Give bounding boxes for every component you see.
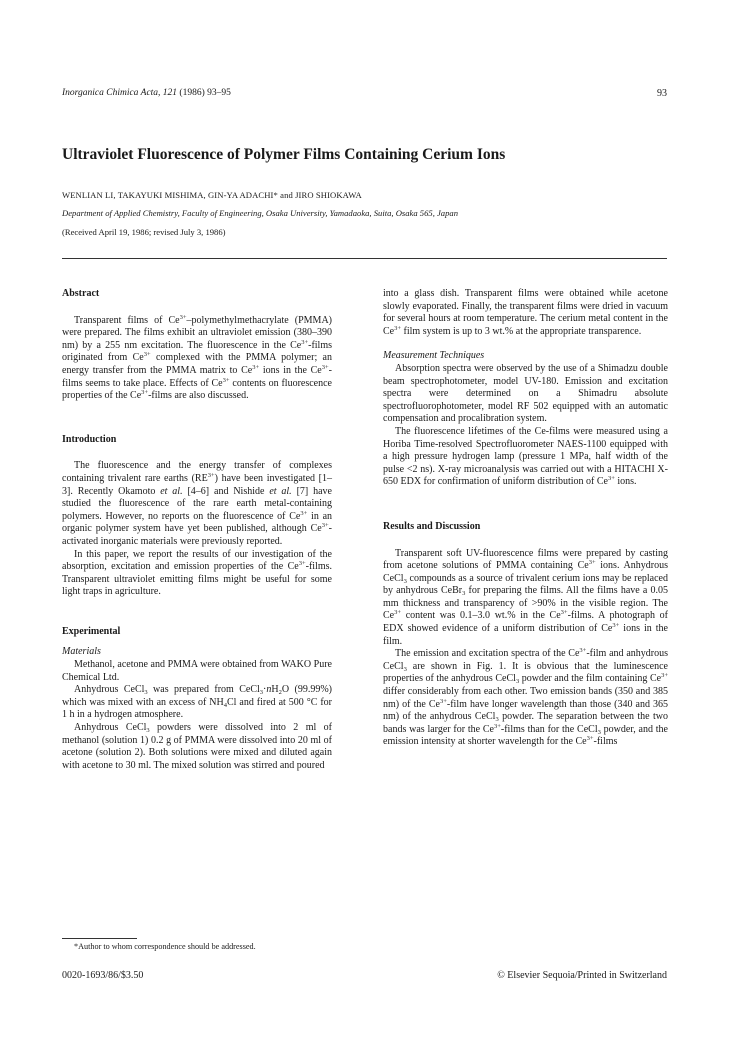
paper-title: Ultraviolet Fluorescence of Polymer Films Containing Cerium Ions [62,146,506,163]
left-column [62,288,332,772]
materials-paragraph: into a glass dish. Transparent films were obtained while acetone slowly evaporated. Finally, the transparent films were dried in vacuum for several hours at room temperature. The cerium metal content in the $Ce^{3+}$ film system is up to 3 wt.% at the appropriate transparence. [383,288,668,337]
author-list: WENLIAN LI, TAKAYUKI MISHIMA, GIN-YA ADACHI* and JIRO SHIOKAWA [62,190,362,200]
running-header [62,88,231,98]
measurement-subheading: Measurement Techniques [383,350,485,362]
header-rule [62,258,667,259]
abstract-heading: Abstract [62,288,100,299]
footnote: *Author to whom correspondence should be addressed. [74,942,256,951]
page-number: 93 [657,88,667,99]
measurement-paragraph: Absorption spectra were observed by the use of a Shimadzu double beam spectrophotometer, model UV-180. Emission and excitation spectra were determined on a Shimadru absolute spectrofluorophotometer, model RF 502 equipped with an automatic compensation and procalibration system. [383,362,668,425]
introduction-paragraph: In this paper, we report the results of our investigation of the absorption, excitation and emission properties of the $Ce^{3+}$-films. Transparent ultraviolet emitting films might be useful for some light traps in agriculture. [62,548,332,598]
journal-volume: 121 [162,88,178,98]
materials-paragraph: Anhydrous CeCl$_3$ was prepared from $CeCl_3\cdot nH_2O$ (99.99%) which was mixed with an excess of $NH_4Cl$ and fired at 500 °C for 1 h in a hydrogen atmosphere. [62,684,332,721]
materials-paragraph: Anhydrous CeCl$_3$ powders were dissolved into 2 ml of methanol (solution 1) 0.2 g of PMMA were dissolved into 20 ml of acetone (solution 2). Both solutions were mixed and diluted again with acetone to 30 ml. The mixed solution was stirred and poured [62,722,332,771]
introduction-paragraph: The fluorescence and the energy transfer of complexes containing trivalent rare earths $(RE^{3+})$ have been investigated [1–3]. Recently Okamoto et al. [4–6] and Nishide et al. [7] have studied the fluorescence of the rare earth metal-containing polymers. However, no reports on the fluorescence of $Ce^{3+}$ in an organic polymer system have yet been published, although $Ce^{3+}$-activated inorganic materials were previously reported. [62,460,333,547]
measurement-paragraph: The fluorescence lifetimes of the Ce-films were measured using a Horiba Time-resolved Spectrofluorometer NAES-1100 equipped with a high pressure hydrogen lamp (pressure 1 MPa, half width of the pulse <2 ns). X-ray microanalysis was carried out with a HITACHI X-650 EDX for confirmation of uniform distribution of $Ce^{3+}$ ions. [383,425,668,488]
journal-name: Inorganica Chimica Acta, [62,88,161,98]
introduction-heading: Introduction [62,433,117,445]
footnote-rule [62,938,137,939]
right-column [383,288,668,749]
publisher-line: © Elsevier Sequoia/Printed in Switzerland [497,970,667,981]
materials-paragraph: Methanol, acetone and PMMA were obtained from WAKO Pure Chemical Ltd. [62,659,332,683]
journal-pages: (1986) 93–95 [179,88,231,98]
results-paragraph: Transparent soft UV-fluorescence films were prepared by casting from acetone solutions of PMMA containing $Ce^{3+}$ ions. Anhydrous CeCl$_3$ compounds as a source of trivalent cerium ions may be replaced by anhydrous CeBr$_3$ for preparing the films. All the films have a 0.05 mm thickness and transparency of >90% in the visible region. The $Ce^{3+}$ content was 0.1–3.0 wt.% in the $Ce^{3+}$-films. A photograph of EDX showed evidence of a uniform distribution of $Ce^{3+}$ ions in the film. [383,547,668,647]
abstract-text: Transparent films of $Ce^{3+}$–polymethylmethacrylate (PMMA) were prepared. The films exhibit an ultraviolet emission (380–390 nm) by a 255 nm excitation. The fluorescence in the $Ce^{3+}$-films originated from $Ce^{3+}$ complexed with the PMMA polymer; an energy transfer from the PMMA matrix to $Ce^{3+}$ ions in the $Ce^{3+}$-films seems to take place. Effects of $Ce^{3+}$ contents on fluorescence properties of the $Ce^{3+}$-films are also discussed. [62,313,332,402]
issn-code: 0020-1693/86/$3.50 [62,970,144,981]
materials-subheading: Materials [62,646,101,658]
affiliation: Department of Applied Chemistry, Faculty of Engineering, Osaka University, Yamadaoka, Suita, Osaka 565, Japan [62,208,458,218]
experimental-heading: Experimental [62,625,121,637]
received-dates: (Received April 19, 1986; revised July 3, 1986) [62,227,226,237]
results-paragraph: The emission and excitation spectra of the $Ce^{3+}$-film and anhydrous CeCl$_3$ are shown in Fig. 1. It is obvious that the luminescence properties of the anhydrous CeCl$_3$ powder and the film containing $Ce^{3+}$ differ considerably from each other. Two emission bands (350 and 385 nm) of the $Ce^{3+}$-film have longer wavelength than those (340 and 365 nm) of the anhydrous CeCl$_3$ powder. The separation between the two bands was larger for the $Ce^{3+}$-films than for the CeCl$_3$ powder, and the emission intensity at shorter wavelength for the $Ce^{3+}$-films [383,647,669,748]
results-heading: Results and Discussion [383,520,481,532]
